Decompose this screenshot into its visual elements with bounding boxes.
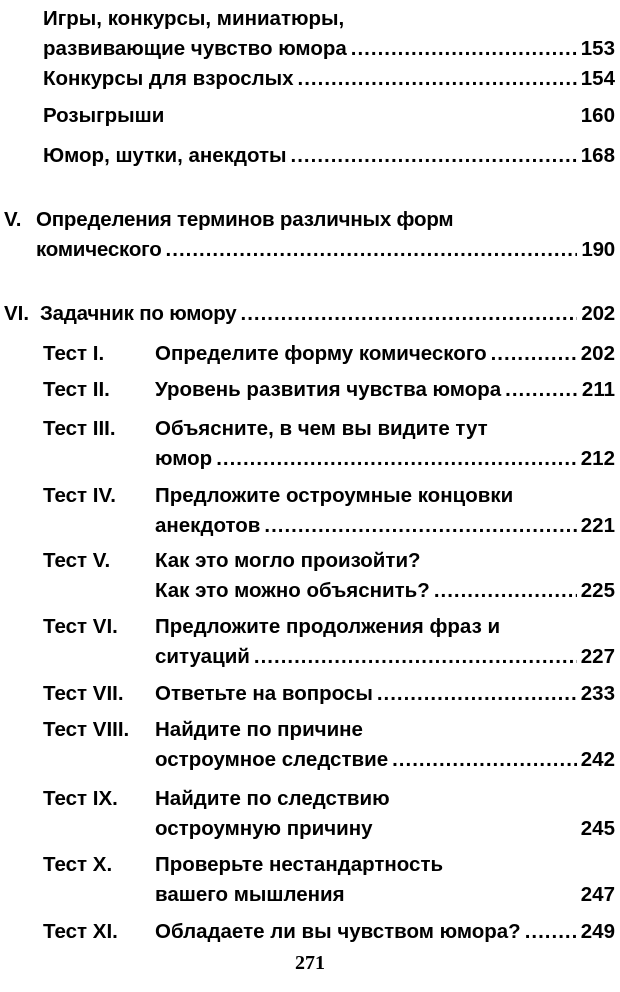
section-heading-line xyxy=(40,299,615,329)
toc-entry-text: Определите форму комического xyxy=(155,342,487,365)
section-heading-text: комического xyxy=(36,238,162,261)
dot-leader xyxy=(525,917,577,947)
toc-entry-text: анекдотов xyxy=(155,514,261,537)
toc-entry-line xyxy=(155,612,615,642)
test-label: Тест IX. xyxy=(43,787,118,810)
test-label: Тест VI. xyxy=(43,615,118,638)
toc-entry-text: Как это можно объяснить? xyxy=(155,579,430,602)
test-label: Тест VII. xyxy=(43,682,124,705)
test-label: Тест IV. xyxy=(43,484,116,507)
page-number: 202 xyxy=(580,342,615,365)
toc-entry-line xyxy=(155,414,615,444)
toc-entry-text: Конкурсы для взрослых xyxy=(43,67,294,90)
toc-entry-text: юмор xyxy=(155,447,213,470)
dot-leader xyxy=(264,511,576,541)
dot-leader xyxy=(254,642,577,672)
page-number: 245 xyxy=(580,817,615,840)
toc-entry-line xyxy=(155,880,615,910)
section-heading-line xyxy=(36,235,615,265)
toc-entry-line xyxy=(155,481,615,511)
toc-entry-line xyxy=(155,546,615,576)
dot-leader xyxy=(505,375,578,405)
test-label: Тест V. xyxy=(43,549,111,572)
test-label: Тест II. xyxy=(43,378,110,401)
page-number: 242 xyxy=(580,748,615,771)
section-number: V. xyxy=(4,208,22,231)
toc-entry-line xyxy=(155,511,615,541)
dot-leader xyxy=(491,339,577,369)
toc-entry-line xyxy=(155,375,615,405)
toc-entry-text: Найдите по следствию xyxy=(155,787,390,810)
page-number: 153 xyxy=(580,37,615,60)
toc-entry-text: Ответьте на вопросы xyxy=(155,682,373,705)
page-number: 211 xyxy=(581,378,615,401)
toc-entry-text: остроумное следствие xyxy=(155,748,389,771)
toc-entry-line xyxy=(155,917,615,947)
toc-entry-text: Юмор, шутки, анекдоты xyxy=(43,144,287,167)
toc-entry-line xyxy=(155,715,615,745)
page-number: 160 xyxy=(580,104,615,127)
toc-entry-line xyxy=(155,642,615,672)
page-number: 154 xyxy=(580,67,615,90)
test-label: Тест III. xyxy=(43,417,116,440)
toc-entry-line xyxy=(43,34,615,64)
toc-entry-text: Найдите по причине xyxy=(155,718,363,741)
toc-entry-line xyxy=(155,784,615,814)
dot-leader xyxy=(216,444,577,474)
section-heading-text: Задачник по юмору xyxy=(40,302,237,325)
page-number: 221 xyxy=(580,514,615,537)
test-label: Тест I. xyxy=(43,342,105,365)
dot-leader xyxy=(166,235,578,265)
toc-entry-text: Обладаете ли вы чувством юмора? xyxy=(155,920,521,943)
dot-leader xyxy=(241,299,578,329)
toc-entry-line xyxy=(155,814,615,844)
toc-entry-text: Объясните, в чем вы видите тут xyxy=(155,417,488,440)
toc-entry-line xyxy=(43,141,615,171)
toc-entry-text: вашего мышления xyxy=(155,883,345,906)
toc-entry-text: Предложите остроумные концовки xyxy=(155,484,514,507)
page-number: 190 xyxy=(581,238,615,261)
dot-leader xyxy=(392,745,577,775)
page-number: 212 xyxy=(580,447,615,470)
section-heading-text: Определения терминов различных форм xyxy=(36,208,454,231)
toc-entry-line xyxy=(155,850,615,880)
toc-entry-text: Розыгрыши xyxy=(43,104,165,127)
toc-entry-line xyxy=(43,4,615,34)
section-heading-line xyxy=(36,205,615,235)
page-number: 249 xyxy=(580,920,615,943)
toc-entry-line xyxy=(155,339,615,369)
test-label: Тест X. xyxy=(43,853,113,876)
toc-entry-line xyxy=(155,745,615,775)
test-label: Тест VIII. xyxy=(43,718,130,741)
toc-entry-text: остроумную причину xyxy=(155,817,373,840)
section-number: VI. xyxy=(4,302,30,325)
toc-entry-text: Уровень развития чувства юмора xyxy=(155,378,502,401)
page-number: 202 xyxy=(581,302,615,325)
toc-entry-line xyxy=(43,101,615,131)
toc-entry-line xyxy=(155,444,615,474)
test-label: Тест XI. xyxy=(43,920,118,943)
page-number: 233 xyxy=(580,682,615,705)
dot-leader xyxy=(298,64,577,94)
page-folio: 271 xyxy=(295,952,325,974)
dot-leader xyxy=(351,34,577,64)
toc-entry-text: Как это могло произойти? xyxy=(155,549,421,572)
toc-entry-text: Игры, конкурсы, миниатюры, xyxy=(43,7,345,30)
toc-entry-text: Проверьте нестандартность xyxy=(155,853,444,876)
page-number: 225 xyxy=(580,579,615,602)
toc-entry-line xyxy=(155,576,615,606)
dot-leader xyxy=(377,679,577,709)
toc-entry-line xyxy=(155,679,615,709)
toc-entry-text: развивающие чувство юмора xyxy=(43,37,347,60)
page-number: 247 xyxy=(580,883,615,906)
toc-entry-text: Предложите продолжения фраз и xyxy=(155,615,501,638)
page-number: 227 xyxy=(580,645,615,668)
toc-entry-line xyxy=(43,64,615,94)
dot-leader xyxy=(291,141,577,171)
toc-entry-text: ситуаций xyxy=(155,645,250,668)
dot-leader xyxy=(434,576,577,606)
page-number: 168 xyxy=(580,144,615,167)
